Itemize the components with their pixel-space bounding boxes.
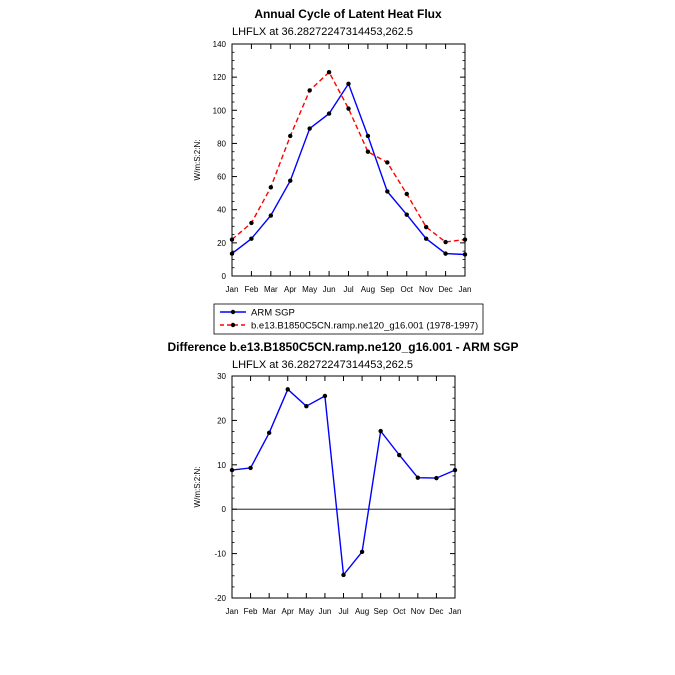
x-tick-label: Mar (262, 607, 277, 616)
y-tick-label: 0 (221, 505, 226, 515)
data-point (378, 429, 382, 433)
x-tick-label: Jul (343, 285, 354, 294)
y-tick-label: 10 (217, 460, 226, 470)
x-tick-label: Jul (338, 607, 349, 616)
data-point (249, 221, 253, 225)
series-line-1 (232, 72, 465, 242)
x-tick-label: Nov (419, 285, 434, 294)
data-point (269, 185, 273, 189)
chart-bottom-plot-frame (232, 376, 455, 598)
data-point (267, 431, 271, 435)
y-tick-label: 20 (217, 238, 226, 248)
x-tick-label: Jan (225, 285, 239, 294)
data-point (405, 192, 409, 196)
y-tick-label: 60 (217, 172, 226, 182)
x-tick-label: May (298, 607, 314, 616)
data-point (463, 237, 467, 241)
x-tick-label: Jan (448, 607, 462, 616)
chart-top-legend (214, 304, 483, 334)
legend-marker-model (231, 323, 235, 327)
chart-top (193, 7, 483, 334)
y-tick-label: 120 (212, 73, 226, 83)
data-point (443, 251, 447, 255)
x-tick-label: Sep (380, 285, 395, 294)
data-point (230, 468, 234, 472)
legend-label-arm-sgp: ARM SGP (251, 307, 295, 319)
y-tick-label: -10 (214, 549, 226, 559)
data-point (288, 179, 292, 183)
y-tick-label: 40 (217, 205, 226, 215)
data-point (307, 88, 311, 92)
chart-top-y-ticks (213, 40, 465, 281)
y-tick-label: 100 (212, 106, 226, 116)
data-point (323, 394, 327, 398)
chart-bottom-subtitle: LHFLX at 36.28272247314453,262.5 (232, 359, 414, 371)
x-tick-label: Dec (438, 285, 453, 294)
data-point (327, 70, 331, 74)
chart-bottom-x-ticks (226, 376, 462, 616)
y-tick-label: 0 (221, 272, 226, 281)
y-tick-label: 30 (217, 372, 226, 381)
x-tick-label: Apr (281, 607, 294, 616)
x-tick-label: Aug (354, 607, 370, 616)
legend-marker-arm-sgp (231, 310, 235, 314)
legend-label-model: b.e13.B1850C5CN.ramp.ne120_g16.001 (1978-1997) (251, 320, 479, 332)
chart-bottom-title: Difference b.e13.B1850C5CN.ramp.ne120_g16.001 - ARM SGP (167, 340, 519, 354)
chart-top-title: Annual Cycle of Latent Heat Flux (254, 7, 442, 21)
chart-top-series (230, 70, 467, 257)
data-point (341, 573, 345, 577)
y-tick-label: 140 (212, 40, 226, 49)
chart-top-subtitle: LHFLX at 36.28272247314453,262.5 (232, 26, 414, 38)
data-point (346, 106, 350, 110)
data-point (463, 252, 467, 256)
data-point (230, 251, 234, 255)
y-tick-label: 20 (217, 416, 226, 426)
data-point (453, 468, 457, 472)
data-point (416, 475, 420, 479)
chart-bottom-ylabel: W/m:S:2:N: (193, 466, 202, 508)
x-tick-label: Mar (263, 285, 278, 294)
data-point (269, 213, 273, 217)
x-tick-label: May (302, 285, 318, 294)
data-point (405, 212, 409, 216)
chart-bottom-series (230, 387, 457, 577)
x-tick-label: Dec (429, 607, 444, 616)
x-tick-label: Feb (243, 607, 258, 616)
x-tick-label: Sep (373, 607, 388, 616)
x-tick-label: Jun (318, 607, 332, 616)
data-point (424, 225, 428, 229)
x-tick-label: Feb (244, 285, 259, 294)
chart-top-x-ticks (226, 44, 472, 294)
data-point (286, 387, 290, 391)
x-tick-label: Oct (393, 607, 406, 616)
y-tick-label: 80 (217, 139, 226, 149)
data-point (230, 237, 234, 241)
y-tick-label: -20 (214, 594, 226, 603)
data-point (288, 134, 292, 138)
x-tick-label: Apr (284, 285, 297, 294)
data-point (327, 111, 331, 115)
series-line-0 (232, 389, 455, 575)
x-tick-label: Aug (360, 285, 376, 294)
data-point (366, 150, 370, 154)
data-point (397, 453, 401, 457)
x-tick-label: Jan (225, 607, 239, 616)
data-point (443, 240, 447, 244)
data-point (434, 476, 438, 480)
data-point (249, 237, 253, 241)
data-point (346, 82, 350, 86)
data-point (366, 134, 370, 138)
data-point (304, 404, 308, 408)
x-tick-label: Oct (400, 285, 413, 294)
x-tick-label: Nov (410, 607, 425, 616)
data-point (307, 126, 311, 130)
data-point (360, 550, 364, 554)
data-point (385, 160, 389, 164)
x-tick-label: Jan (458, 285, 472, 294)
data-point (424, 237, 428, 241)
chart-bottom (167, 340, 518, 616)
chart-top-ylabel: W/m:S:2:N: (193, 139, 202, 181)
data-point (385, 189, 389, 193)
x-tick-label: Jun (322, 285, 336, 294)
data-point (248, 466, 252, 470)
